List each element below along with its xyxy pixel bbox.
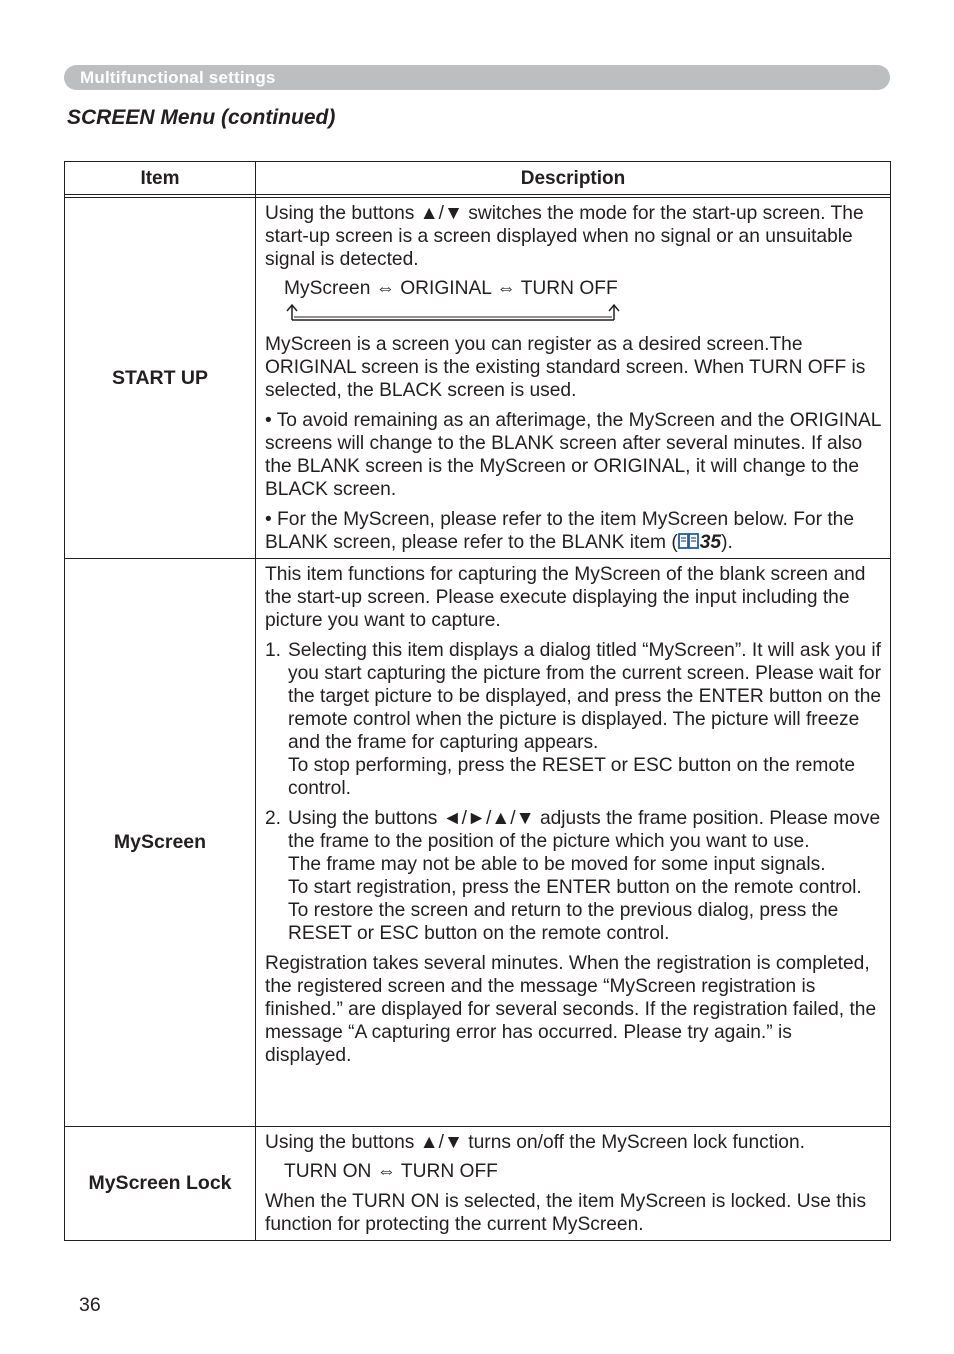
description-myscreen-lock [256,1127,891,1241]
myscreen-lock-intro: Using the buttons ▲/▼ turns on/off the MyScreen lock function. [265,1132,805,1153]
column-header-description: Description [256,162,891,195]
item-start-up: START UP [65,198,256,559]
myscreen-lock-explanation: When the TURN ON is selected, the item MyScreen is locked. Use this function for protecting the current MyScreen. [265,1191,867,1235]
description-myscreen [256,559,891,1127]
page-reference-link[interactable]: 35 [699,532,722,553]
description-start-up [256,198,891,559]
start-up-intro: Using the buttons ▲/▼ switches the mode for the start-up screen. The start-up screen is a screen displayed when no signal or an unsuitable signal is detected. [265,203,864,270]
step-number: 2. [265,808,282,829]
section-bar [64,65,890,90]
item-myscreen: MyScreen [65,559,256,1127]
page-title: SCREEN Menu (continued) [67,106,336,129]
myscreen-step-1 [265,639,882,800]
myscreen-lock-cycle: TURN ON ⇔ TURN OFF [284,1161,498,1182]
myscreen-step-2-restore: To restore the screen and return to the previous dialog, press the RESET or ESC button on the remote control. [288,900,839,944]
myscreen-step-2-note: The frame may not be able to be moved for some input signals. [288,854,826,875]
start-up-note-refer [265,508,882,554]
start-up-cycle: MyScreen ⇔ ORIGINAL ⇔ TURN OFF [284,278,618,299]
start-up-refer-end: ). [721,532,733,553]
table-row [65,198,891,559]
myscreen-registration-note: Registration takes several minutes. When the registration is completed, the registered screen and the message “MyScreen registration is finished.” are displayed for several seconds. If the registration failed, the message “A capturing error has occurred. Please try again.” is displayed. [265,953,877,1066]
myscreen-step-2-register: To start registration, press the ENTER button on the remote control. [288,877,862,898]
item-myscreen-lock: MyScreen Lock [65,1127,256,1241]
section-title: Multifunctional settings [80,68,276,87]
table-row [65,1127,891,1241]
myscreen-intro: This item functions for capturing the MyScreen of the blank screen and the start-up screen. Please execute displaying the input including the picture you want to capture. [265,564,866,631]
myscreen-step-1-text: Selecting this item displays a dialog titled “MyScreen”. It will ask you if you start capturing the picture from the current screen. Please wait for the target picture to be displayed, and press the ENTER button on the remote control when the picture is displayed. The picture will freeze and the frame for capturing appears. [288,640,882,753]
start-up-explanation: MyScreen is a screen you can register as a desired screen.The ORIGINAL screen is the existing standard screen. When TURN OFF is selected, the BLACK screen is used. [265,334,866,401]
table-row [65,559,891,1127]
table-header-row [65,162,891,195]
screen-menu-table [64,161,891,1241]
myscreen-step-1-stop: To stop performing, press the RESET or ESC button on the remote control. [288,755,856,799]
book-icon [678,533,700,550]
return-arrow-icon [265,300,882,326]
start-up-note-afterimage: • To avoid remaining as an afterimage, the MyScreen and the ORIGINAL screens will change to the BLANK screen after several minutes. If also the BLANK screen is the MyScreen or ORIGINAL, it will change to the BLACK screen. [265,410,881,500]
step-number: 1. [265,640,282,661]
page-number: 36 [79,1294,101,1316]
myscreen-step-2-text: Using the buttons ◄/►/▲/▼ adjusts the frame position. Please move the frame to the position of the picture which you want to use. [288,808,881,852]
myscreen-step-2 [265,807,882,945]
column-header-item: Item [65,162,256,195]
start-up-refer-text: • For the MyScreen, please refer to the item MyScreen below. For the BLANK screen, please refer to the BLANK item ( [265,509,854,553]
